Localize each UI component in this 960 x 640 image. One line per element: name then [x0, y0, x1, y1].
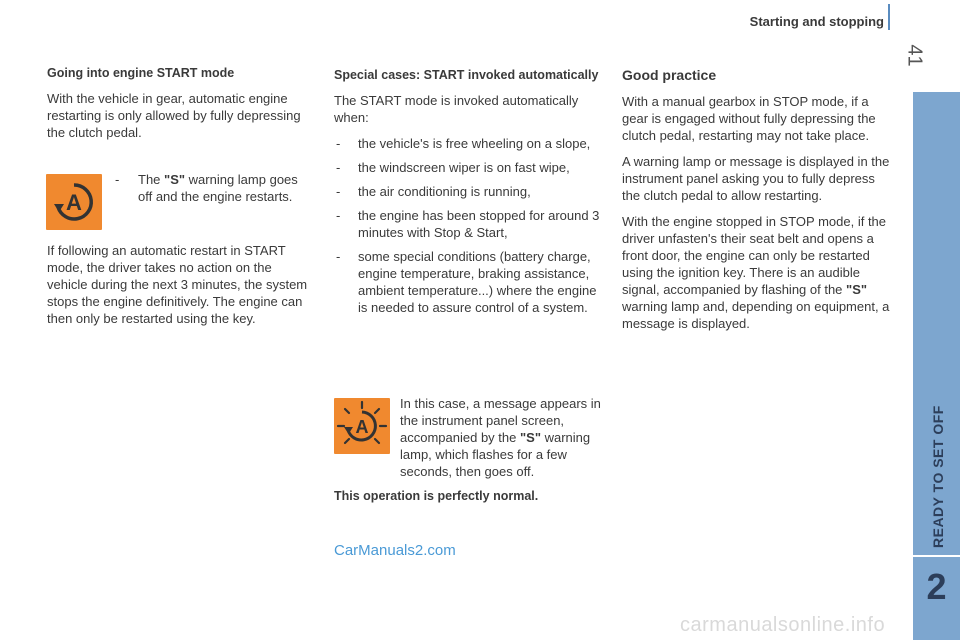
middle-note-prefix: In this case, a message appears in the instrument panel screen, accompanied by the	[400, 396, 601, 445]
middle-column	[334, 68, 606, 323]
list-item: - the engine has been stopped for around 3 minutes with Stop & Start,	[334, 207, 606, 241]
list-item: - the vehicle's is free wheeling on a slope,	[334, 135, 606, 152]
left-bullet-strong: "S"	[164, 172, 186, 187]
watermark-link[interactable]: CarManuals2.com	[334, 542, 456, 559]
auto-start-icon	[46, 174, 102, 230]
left-column-lower	[47, 242, 315, 336]
left-bullet: - The "S" warning lamp goes off and the engine restarts.	[115, 172, 298, 204]
middle-closing: This operation is perfectly normal.	[334, 489, 539, 503]
header-divider	[888, 4, 890, 30]
left-bullet-prefix: The	[138, 172, 161, 187]
middle-note	[400, 395, 605, 480]
flashing-warning-icon	[335, 399, 389, 453]
list-item: - the windscreen wiper is on fast wipe,	[334, 159, 606, 176]
right-paragraph-2: A warning lamp or message is displayed in the instrument panel asking you to fully depress the clutch pedal to allow restarting.	[622, 154, 890, 203]
middle-note-suffix: warning lamp, which flashes for a few seconds, then goes off.	[400, 430, 591, 479]
right-paragraph-3-strong: "S"	[846, 282, 868, 297]
right-paragraph-3-prefix: With the engine stopped in STOP mode, if the driver unfasten's their seat belt and opens a front door, the engine can only be restarted using the ignition key. There is an audible signal, accompanied by flashing of the	[622, 214, 887, 297]
page-number: 41	[903, 44, 926, 67]
left-heading: Going into engine START mode	[47, 66, 235, 80]
good-practice-heading: Good practice	[622, 67, 717, 83]
middle-note-strong: "S"	[519, 430, 541, 445]
chapter-section-label: READY TO SET OFF	[930, 405, 946, 548]
auto-start-icon-letter: A	[66, 190, 82, 215]
right-column	[622, 67, 892, 341]
sidebar-gap	[907, 92, 913, 640]
left-column	[47, 66, 315, 150]
list-item: - some special conditions (battery charge, engine temperature, braking assistance, ambient temperature...) where the engine is needed to assure control of a system.	[334, 248, 606, 316]
right-paragraph-1: With a manual gearbox in STOP mode, if a gear is engaged without fully depressing the clutch pedal, restarting may not take place.	[622, 94, 876, 143]
right-paragraph-3	[622, 213, 892, 332]
left-bullet-suffix: warning lamp goes off and the engine restarts.	[138, 172, 298, 204]
sidebar-divider	[913, 555, 960, 557]
chapter-sidebar	[912, 92, 960, 640]
middle-intro: The START mode is invoked automatically when:	[334, 93, 579, 125]
flash-icon-letter: A	[355, 417, 369, 437]
auto-start-flash-icon	[334, 398, 390, 454]
chapter-number: 2	[926, 566, 947, 607]
list-item: - the air conditioning is running,	[334, 183, 606, 200]
watermark-footer: carmanualsonline.info	[680, 614, 886, 636]
middle-heading: Special cases: START invoked automatically	[334, 68, 599, 82]
right-paragraph-3-suffix: warning lamp and, depending on equipment, a message is displayed.	[622, 299, 890, 331]
left-paragraph-1: With the vehicle in gear, automatic engine restarting is only allowed by fully depressing the clutch pedal.	[47, 91, 301, 140]
start-conditions-list	[334, 135, 606, 316]
left-paragraph-2: If following an automatic restart in START mode, the driver takes no action on the vehicle during the next 3 minutes, the system stops the engine definitively. The engine can then only be restarted using the key.	[47, 243, 308, 326]
page-header-title: Starting and stopping	[749, 14, 884, 29]
auto-start-arrow-icon	[49, 177, 99, 227]
